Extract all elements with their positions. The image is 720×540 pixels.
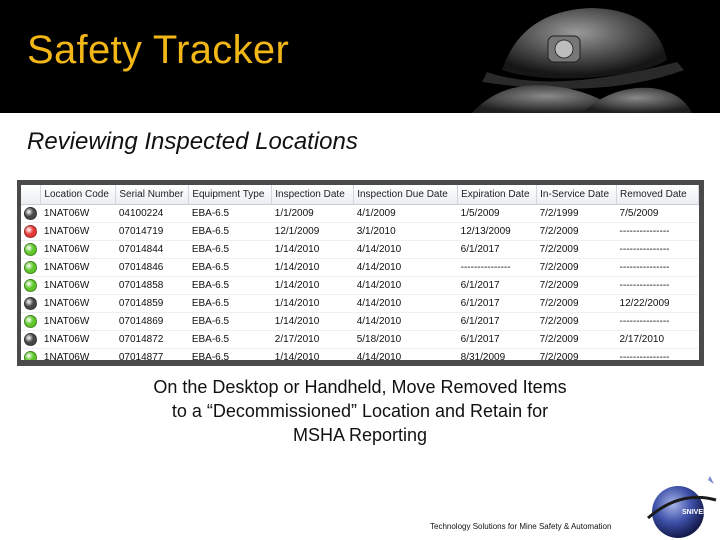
table-cell: 04100224	[116, 205, 189, 223]
status-indicator-icon	[24, 207, 37, 220]
table-cell: 07014877	[116, 349, 189, 361]
table-cell: 12/13/2009	[458, 223, 537, 241]
table-cell: 12/22/2009	[617, 295, 699, 313]
table-cell: EBA-6.5	[189, 259, 272, 277]
table-cell: ---------------	[617, 277, 699, 295]
status-cell	[21, 331, 41, 349]
table-row[interactable]	[21, 205, 699, 223]
table-cell: ---------------	[617, 223, 699, 241]
table-cell: 07014846	[116, 259, 189, 277]
table-cell: 07014859	[116, 295, 189, 313]
table-cell: ---------------	[617, 259, 699, 277]
table-cell: 4/14/2010	[354, 295, 458, 313]
table-cell: 7/5/2009	[617, 205, 699, 223]
table-cell: 07014872	[116, 331, 189, 349]
status-cell	[21, 277, 41, 295]
footer-tagline: Technology Solutions for Mine Safety & Automation	[430, 522, 612, 531]
table-cell: EBA-6.5	[189, 349, 272, 361]
table-cell: 1/14/2010	[272, 241, 354, 259]
column-header-status[interactable]	[21, 185, 41, 205]
status-cell	[21, 241, 41, 259]
table-cell: 7/2/2009	[537, 259, 617, 277]
caption-text	[110, 375, 610, 447]
table-cell: ---------------	[617, 241, 699, 259]
section-subtitle: Reviewing Inspected Locations	[27, 128, 358, 155]
table-cell: 6/1/2017	[458, 331, 537, 349]
table-cell: 1NAT06W	[41, 241, 116, 259]
snively-logo	[640, 470, 720, 540]
status-indicator-icon	[24, 279, 37, 292]
table-cell: 4/14/2010	[354, 313, 458, 331]
table-cell: 7/2/2009	[537, 277, 617, 295]
table-cell: 7/2/2009	[537, 349, 617, 361]
table-cell: 3/1/2010	[354, 223, 458, 241]
table-cell: 4/14/2010	[354, 349, 458, 361]
status-cell	[21, 349, 41, 361]
table-cell: 2/17/2010	[272, 331, 354, 349]
column-header[interactable]: Equipment Type	[189, 185, 272, 205]
status-indicator-icon	[24, 261, 37, 274]
table-row[interactable]	[21, 349, 699, 361]
table-cell: 7/2/2009	[537, 223, 617, 241]
table-cell: 07014869	[116, 313, 189, 331]
status-indicator-icon	[24, 351, 37, 360]
table-cell: 6/1/2017	[458, 313, 537, 331]
inspections-table	[21, 185, 699, 360]
logo-text: SNIVELY	[682, 509, 712, 516]
table-row[interactable]	[21, 259, 699, 277]
table-cell: 1/14/2010	[272, 277, 354, 295]
table-cell: 4/1/2009	[354, 205, 458, 223]
table-cell: 07014719	[116, 223, 189, 241]
table-cell: 1NAT06W	[41, 223, 116, 241]
table-row[interactable]	[21, 295, 699, 313]
caption-line-3: MSHA Reporting	[292, 425, 428, 445]
table-cell: EBA-6.5	[189, 331, 272, 349]
column-header[interactable]: Inspection Date	[272, 185, 354, 205]
status-cell	[21, 295, 41, 313]
table-cell: 5/18/2010	[354, 331, 458, 349]
table-cell: 6/1/2017	[458, 241, 537, 259]
table-cell: ---------------	[617, 313, 699, 331]
miner-helmet-image	[462, 0, 692, 113]
status-cell	[21, 205, 41, 223]
table-cell: ---------------	[458, 259, 537, 277]
table-cell: ---------------	[617, 349, 699, 361]
caption-line-2: to a “Decommissioned” Location and Retain for	[171, 401, 549, 421]
table-cell: 1/14/2010	[272, 313, 354, 331]
page-title: Safety Tracker	[27, 28, 290, 72]
table-cell: 1NAT06W	[41, 349, 116, 361]
table-cell: 4/14/2010	[354, 259, 458, 277]
table-cell: 12/1/2009	[272, 223, 354, 241]
table-row[interactable]	[21, 223, 699, 241]
table-cell: 4/14/2010	[354, 241, 458, 259]
header-banner	[0, 0, 720, 113]
table-cell: 1/14/2010	[272, 349, 354, 361]
table-cell: 4/14/2010	[354, 277, 458, 295]
table-cell: 7/2/2009	[537, 331, 617, 349]
table-cell: EBA-6.5	[189, 277, 272, 295]
table-cell: 7/2/1999	[537, 205, 617, 223]
table-cell: 1/5/2009	[458, 205, 537, 223]
column-header[interactable]: Expiration Date	[458, 185, 537, 205]
table-cell: EBA-6.5	[189, 205, 272, 223]
column-header[interactable]: Location Code	[41, 185, 116, 205]
table-cell: 1/14/2010	[272, 295, 354, 313]
status-cell	[21, 259, 41, 277]
table-cell: 8/31/2009	[458, 349, 537, 361]
status-indicator-icon	[24, 297, 37, 310]
status-indicator-icon	[24, 243, 37, 256]
status-cell	[21, 223, 41, 241]
table-cell: 1NAT06W	[41, 277, 116, 295]
table-cell: 1NAT06W	[41, 259, 116, 277]
table-cell: EBA-6.5	[189, 313, 272, 331]
status-indicator-icon	[24, 225, 37, 238]
table-cell: 6/1/2017	[458, 277, 537, 295]
table-cell: 1NAT06W	[41, 205, 116, 223]
table-cell: 6/1/2017	[458, 295, 537, 313]
table-cell: 1NAT06W	[41, 295, 116, 313]
table-cell: 7/2/2009	[537, 313, 617, 331]
column-header[interactable]: Serial Number	[116, 185, 189, 205]
table-cell: 1NAT06W	[41, 331, 116, 349]
table-cell: 7/2/2009	[537, 295, 617, 313]
status-indicator-icon	[24, 333, 37, 346]
table-row[interactable]	[21, 331, 699, 349]
table-row[interactable]	[21, 241, 699, 259]
column-header[interactable]: In-Service Date	[537, 185, 617, 205]
table-header-row	[21, 185, 699, 205]
status-indicator-icon	[24, 315, 37, 328]
table-cell: 1/1/2009	[272, 205, 354, 223]
table-cell: 07014858	[116, 277, 189, 295]
column-header[interactable]: Removed Date	[617, 185, 699, 205]
table-cell: 1/14/2010	[272, 259, 354, 277]
table-cell: 2/17/2010	[617, 331, 699, 349]
table-cell: 07014844	[116, 241, 189, 259]
table-cell: 7/2/2009	[537, 241, 617, 259]
status-cell	[21, 313, 41, 331]
table-row[interactable]	[21, 313, 699, 331]
table-cell: EBA-6.5	[189, 295, 272, 313]
inspected-locations-grid[interactable]	[21, 185, 699, 360]
column-header[interactable]: Inspection Due Date	[354, 185, 458, 205]
table-cell: 1NAT06W	[41, 313, 116, 331]
table-cell: EBA-6.5	[189, 241, 272, 259]
table-row[interactable]	[21, 277, 699, 295]
table-cell: EBA-6.5	[189, 223, 272, 241]
caption-line-1: On the Desktop or Handheld, Move Removed Items	[153, 377, 567, 397]
